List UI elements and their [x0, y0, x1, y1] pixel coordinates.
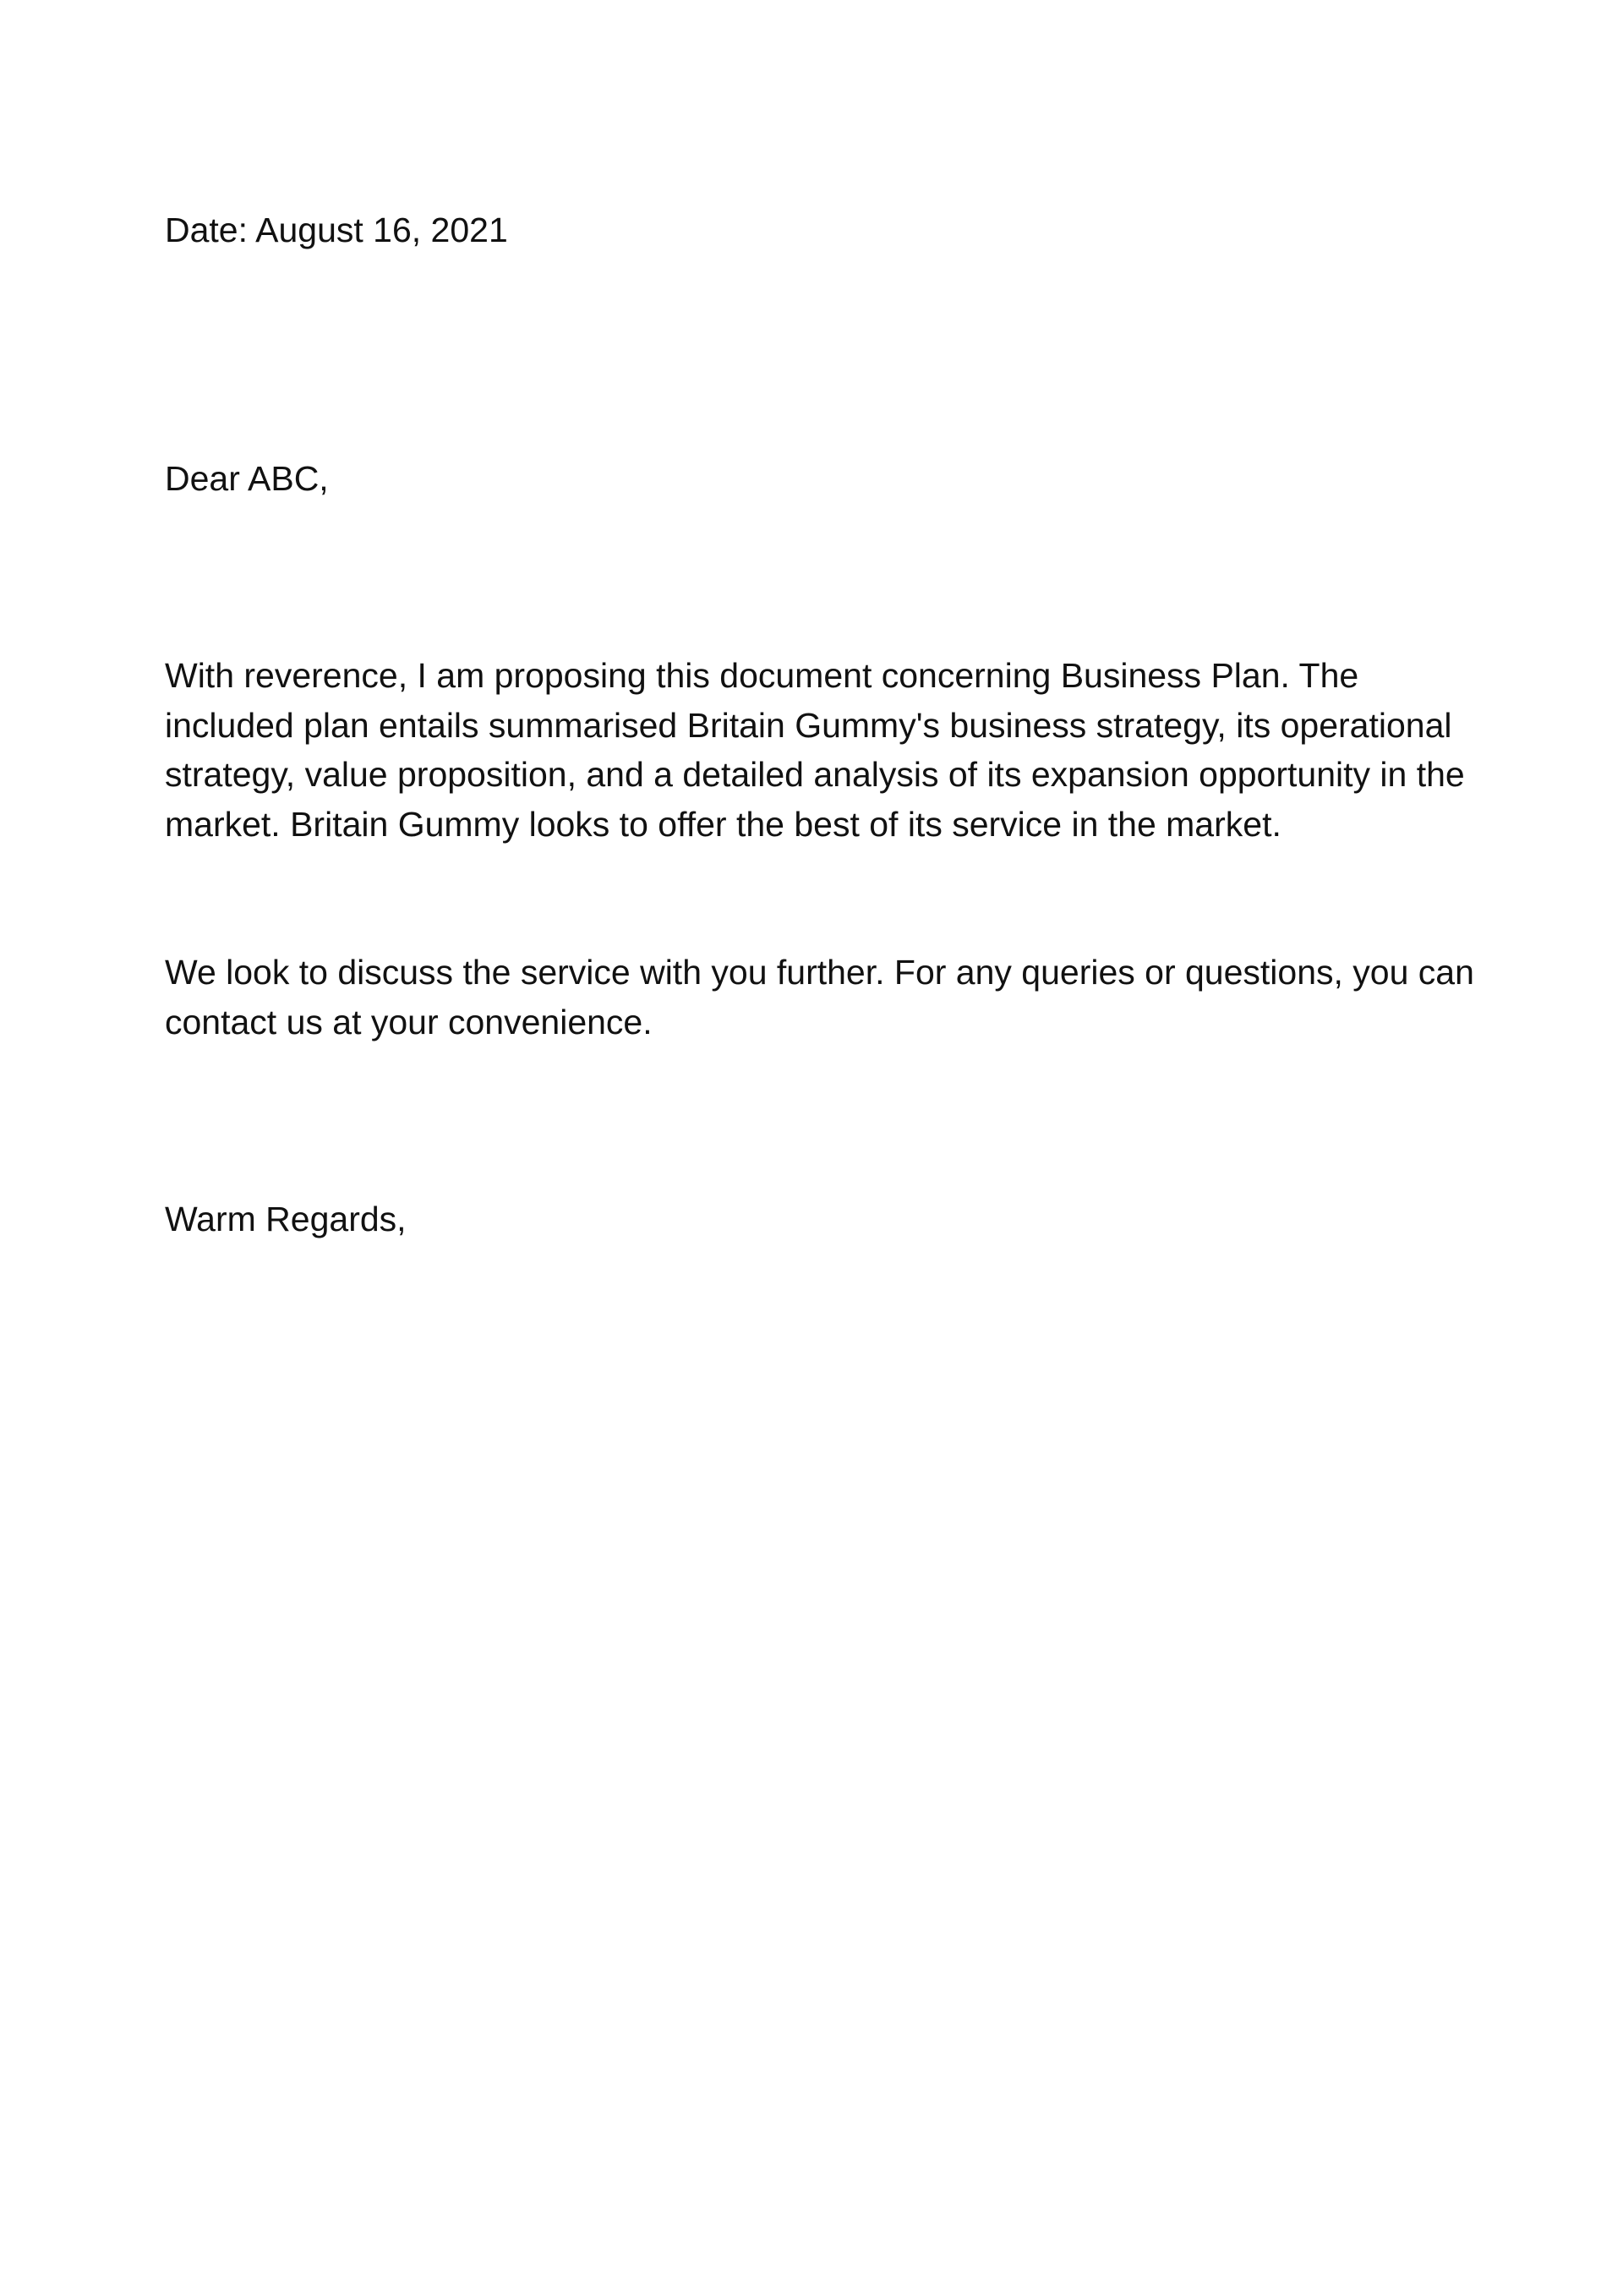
letter-body-paragraph-1: With reverence, I am proposing this document concerning Business Plan. The included plan entails summarised Britain Gummy's business strategy, its operational strategy, value proposition, and a detailed analysis of its expansion opportunity in the market. Britain Gummy looks to offer the best of its service in the market.	[165, 656, 1465, 844]
letter-body-paragraph-2: We look to discuss the service with you further. For any queries or questions, you can contact us at your convenience.	[165, 953, 1474, 1041]
letter-salutation: Dear ABC,	[165, 459, 329, 498]
letter-date: Date: August 16, 2021	[165, 210, 508, 249]
letter-closing: Warm Regards,	[165, 1200, 407, 1238]
